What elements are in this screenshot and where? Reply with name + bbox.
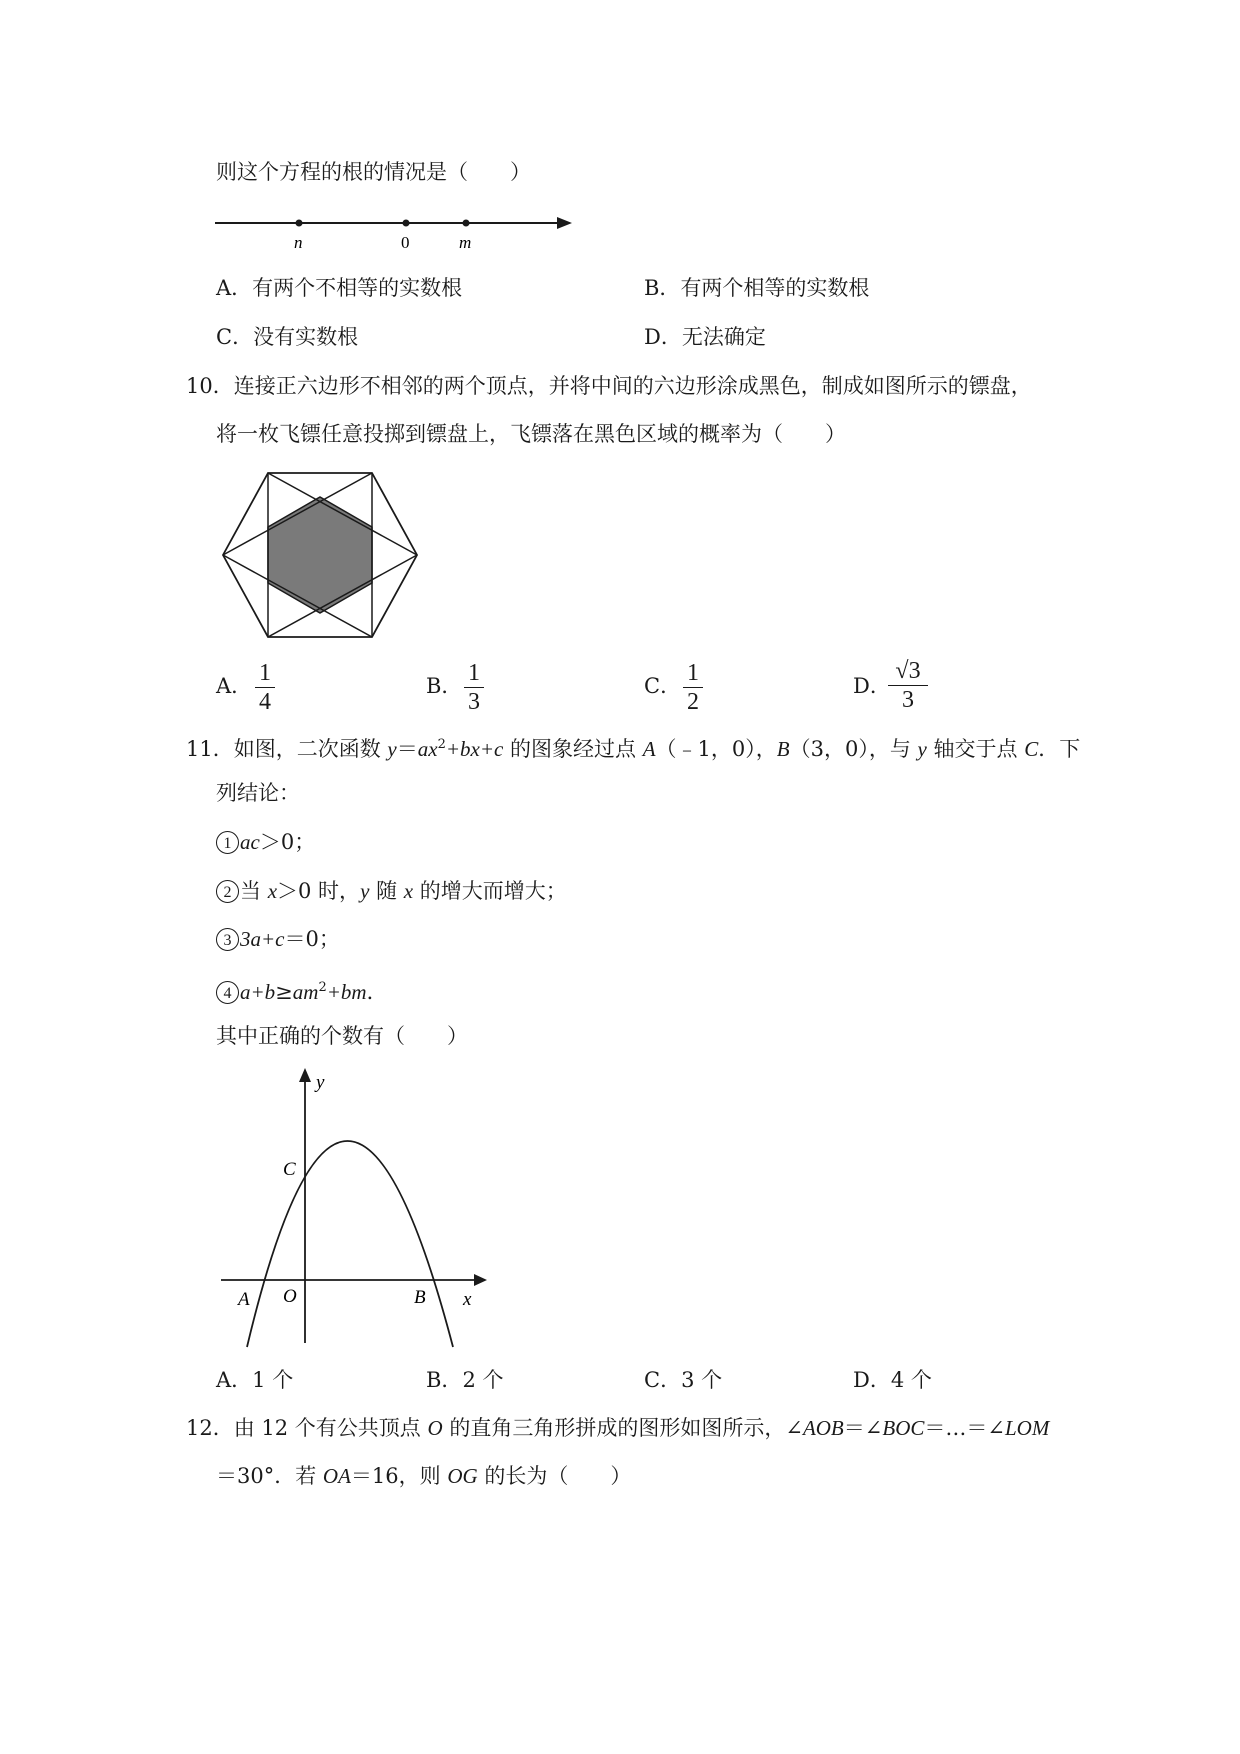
label-c: C bbox=[283, 1159, 296, 1180]
q10-option-d-fraction: √3 3 bbox=[888, 658, 928, 713]
q10-option-c-fraction: 1 2 bbox=[683, 660, 703, 715]
circled-number: 3 bbox=[216, 928, 239, 951]
q11-option-c[interactable]: C．3 个 bbox=[644, 1368, 723, 1392]
q10-line2: 将一枚飞镖任意投掷到镖盘上，飞镖落在黑色区域的概率为（ ） bbox=[216, 422, 846, 446]
point-0 bbox=[403, 220, 410, 227]
q12-line1: 12．由 12 个有公共顶点 O 的直角三角形拼成的图形如图所示，∠AOB＝∠BOC＝…＝∠LOM bbox=[186, 1416, 1050, 1440]
q11-item-3: 3 3a+c＝0； bbox=[216, 925, 340, 953]
q9-option-a[interactable]: A．有两个不相等的实数根 bbox=[216, 276, 463, 300]
q11-item-1: 1 ac＞0； bbox=[216, 828, 315, 856]
q9-stem: 则这个方程的根的情况是（ ） bbox=[216, 160, 531, 184]
inner-hexagon-shaded bbox=[268, 497, 372, 613]
q10-option-a[interactable]: A． bbox=[216, 674, 253, 698]
q11-line2: 列结论： bbox=[216, 781, 300, 805]
q10-number: 10． bbox=[186, 374, 234, 398]
q11-option-b[interactable]: B．2 个 bbox=[426, 1368, 504, 1392]
number-line-arrow bbox=[557, 217, 572, 229]
circled-number: 4 bbox=[216, 981, 239, 1004]
label-b: B bbox=[414, 1287, 426, 1308]
q9-option-b[interactable]: B．有两个相等的实数根 bbox=[644, 276, 870, 300]
q11-item-4: 4 $a+b\ge am^2+bm$． bbox=[216, 974, 388, 1006]
label-x: x bbox=[463, 1289, 472, 1310]
x-axis-arrow bbox=[474, 1274, 487, 1286]
label-a: A bbox=[238, 1289, 250, 1310]
q12-number: 12． bbox=[186, 1416, 234, 1440]
label-n: n bbox=[294, 233, 303, 252]
circled-number: 1 bbox=[216, 831, 239, 854]
label-o: O bbox=[283, 1286, 297, 1307]
q11-ask: 其中正确的个数有（ ） bbox=[216, 1024, 468, 1048]
q10-option-b[interactable]: B． bbox=[426, 674, 463, 698]
point-n bbox=[296, 220, 303, 227]
q11-option-a[interactable]: A．1 个 bbox=[216, 1368, 294, 1392]
q11-number: 11． bbox=[186, 737, 234, 761]
parabola-graph bbox=[215, 1065, 495, 1355]
point-m bbox=[463, 220, 470, 227]
q10-option-c[interactable]: C． bbox=[644, 674, 682, 698]
q11-option-d[interactable]: D．4 个 bbox=[853, 1368, 932, 1392]
number-line-figure bbox=[210, 205, 580, 253]
circled-number: 2 bbox=[216, 880, 239, 903]
parabola-curve bbox=[247, 1141, 453, 1347]
label-0: 0 bbox=[401, 233, 410, 252]
q12-line2: ＝30°．若 OA＝16，则 OG 的长为（ ） bbox=[216, 1464, 632, 1488]
q10-option-b-fraction: 1 3 bbox=[464, 660, 484, 715]
q10-option-a-fraction: 1 4 bbox=[255, 660, 275, 715]
label-y: y bbox=[316, 1072, 325, 1093]
q9-option-d[interactable]: D．无法确定 bbox=[644, 325, 766, 349]
y-axis-arrow bbox=[299, 1068, 311, 1082]
q10-line1: 10．连接正六边形不相邻的两个顶点，并将中间的六边形涂成黑色，制成如图所示的镖盘， bbox=[186, 374, 1032, 398]
q11-line1: 11．如图，二次函数 $y=ax^2+bx+c$ 的图象经过点 A（﹣1，0），B（3，0），与 y 轴交于点 C．下 bbox=[186, 737, 1081, 761]
dartboard-figure bbox=[215, 465, 425, 645]
q11-item-2: 2 当 x＞0 时，y 随 x 的增大而增大； bbox=[216, 877, 567, 905]
q9-option-c[interactable]: C．没有实数根 bbox=[216, 325, 359, 349]
label-m: m bbox=[459, 233, 472, 252]
q10-option-d[interactable]: D． bbox=[853, 674, 891, 698]
